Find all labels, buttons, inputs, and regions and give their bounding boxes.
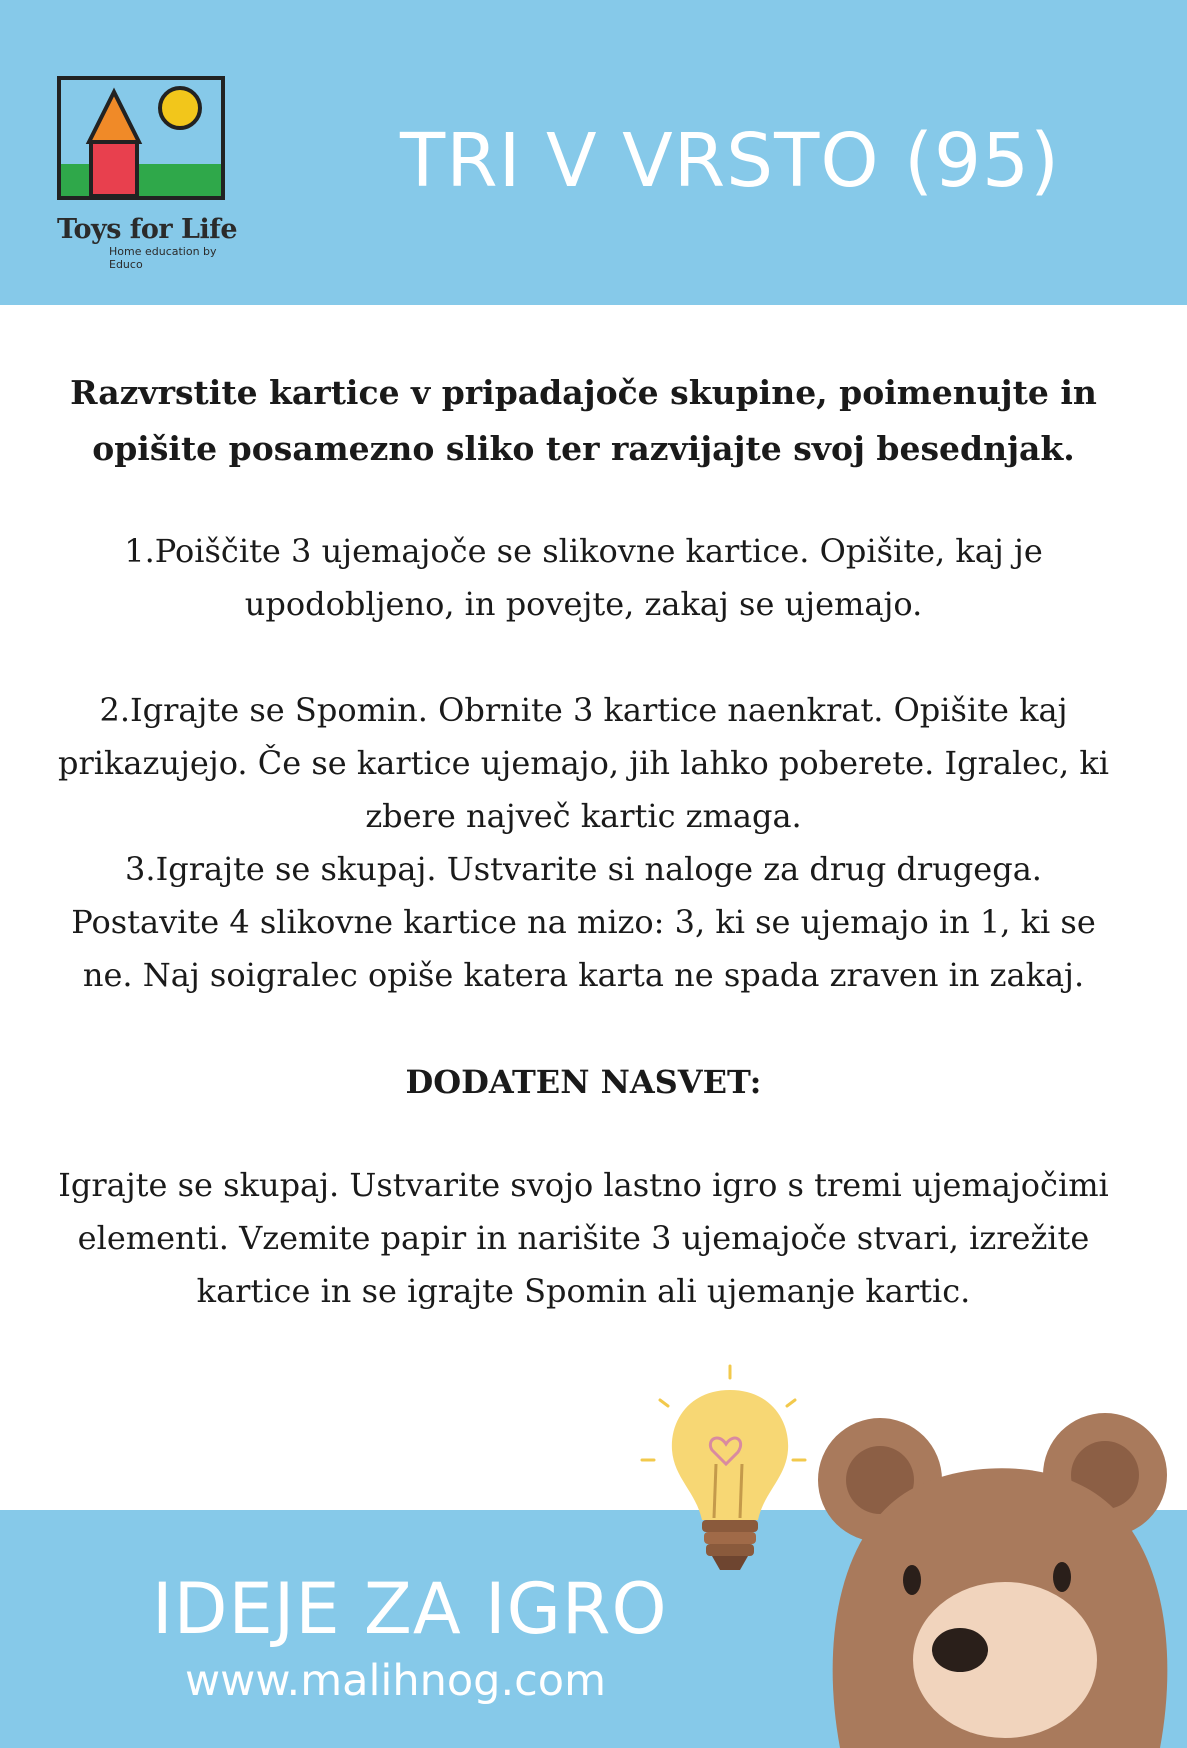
light-bulb-icon xyxy=(630,1360,810,1580)
step-3: 3.Igrajte se skupaj. Ustvarite si naloge za drug drugega. Postavite 4 slikovne kartice na mizo: 3, ki se ujemajo in 1, ki se ne. Naj soigralec opiše katera karta ne spada zraven in zakaj. xyxy=(71,850,1096,994)
page-title: TRI V VRSTO (95) xyxy=(400,118,1060,204)
step-1: 1.Poiščite 3 ujemajoče se slikovne kartice. Opišite, kaj je upodobljeno, in povejte, zakaj se ujemajo. xyxy=(124,532,1043,623)
bear-illustration-icon xyxy=(800,1410,1187,1748)
logo xyxy=(57,76,247,271)
tip-text: Igrajte se skupaj. Ustvarite svojo lastno igro s tremi ujemajočimi elementi. Vzemite papir in narišite 3 ujemajoče stvari, izrežite kartice in se igrajte Spomin ali ujemanje kartic. xyxy=(58,1166,1109,1310)
intro-text: Razvrstite kartice v pripadajoče skupine, poimenujte in opišite posamezno sliko ter razvijajte svoj besednjak. xyxy=(70,373,1097,468)
tip-heading: DODATEN NASVET: xyxy=(405,1063,762,1101)
main-content xyxy=(50,365,1117,1318)
logo-brand: Toys for Life xyxy=(57,214,238,245)
toys-for-life-logo-icon xyxy=(57,76,225,200)
footer-title: IDEJE ZA IGRO xyxy=(152,1568,668,1650)
footer-url: www.malihnog.com xyxy=(185,1656,606,1706)
step-2: 2.Igrajte se Spomin. Obrnite 3 kartice naenkrat. Opišite kaj prikazujejo. Če se kartice ujemajo, jih lahko poberete. Igralec, ki zbere največ kartic zmaga. xyxy=(57,691,1109,835)
logo-tagline: Home education by Educo xyxy=(109,245,217,271)
